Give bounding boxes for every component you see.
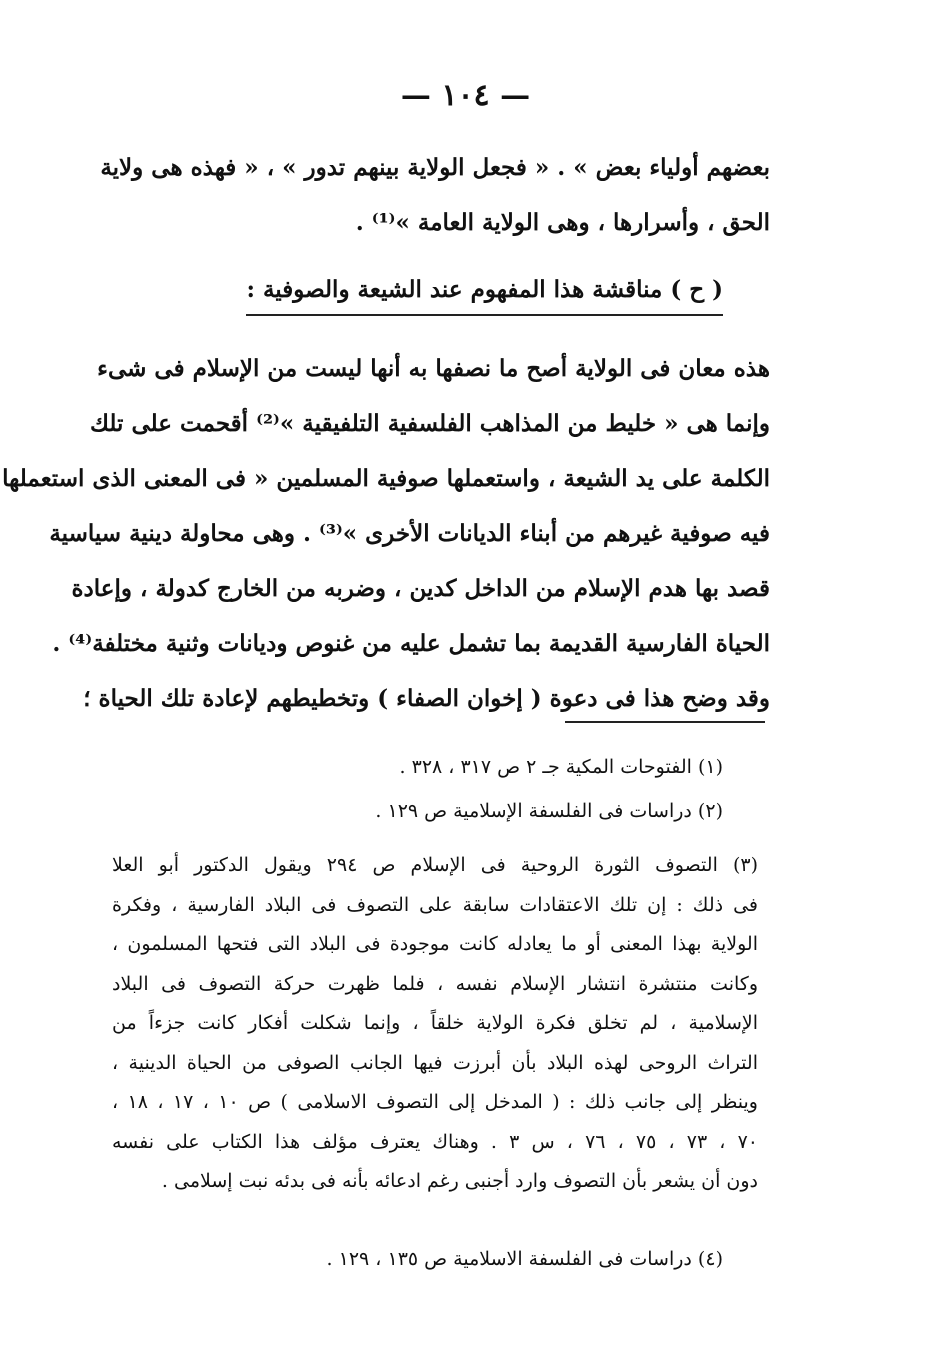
footnote-4: (٤) دراسات فى الفلسفة الاسلامية ص ١٣٥ ، ١٢٩ . xyxy=(326,1248,723,1270)
paragraph-line: وإنما هى « خليط من المذاهب الفلسفية التلفيقية »⁽²⁾ أقحمت على تلك xyxy=(90,410,770,437)
paragraph-line: الحياة الفارسية القديمة بما تشمل عليه من غنوص وديانات وثنية مختلفة⁽⁴⁾ . xyxy=(52,630,770,657)
paragraph-line: فيه صوفية غيرهم من أبناء الديانات الأخرى »⁽³⁾ . وهى محاولة دينية سياسية xyxy=(49,520,770,547)
main-paragraph xyxy=(2,341,770,726)
footnote-3-line: وينظر إلى جانب ذلك : ( المدخل إلى التصوف الاسلامى ) ص ١٠ ، ١٧ ، ١٨ ، xyxy=(112,1091,758,1113)
paragraph-line: هذه معان فى الولاية أصح ما نصفها به أنها ليست من الإسلام فى شىء xyxy=(97,355,770,382)
page-number: — ١٠٤ — xyxy=(400,78,531,113)
footnote-3-line: دون أن يشعر بأن التصوف وارد أجنبى رغم ادعائه بأنه فى بدئه نبت إسلامى . xyxy=(161,1170,758,1192)
intro-line: بعضهم أولياء بعض » . « فجعل الولاية بينهم تدور » ، « فهذه هى ولاية xyxy=(100,154,770,181)
footnotes xyxy=(112,745,758,833)
footnote-3-line: ٧٠ ، ٧٣ ، ٧٥ ، ٧٦ ، س ٣ . وهناك يعترف مؤلف هذا الكتاب على نفسه xyxy=(112,1130,759,1153)
footnote-3-line: (٣) التصوف الثورة الروحية فى الإسلام ص ٢٩٤ ويقول الدكتور أبو العلا xyxy=(112,854,758,876)
footnote-3-line: الإسلامية ، لم تخلق فكرة الولاية خلقاً ، وإنما شكلت أفكار كانت جزءاً من xyxy=(112,1012,758,1034)
footnote-4-block xyxy=(112,1237,758,1281)
footnote-3 xyxy=(112,846,758,1202)
paragraph-line: الكلمة على يد الشيعة ، واستعملها صوفية المسلمين « فى المعنى الذى استعملها xyxy=(2,465,770,492)
footnote-2: (٢) دراسات فى الفلسفة الإسلامية ص ١٢٩ . xyxy=(375,800,723,822)
paragraph-line: وقد وضح هذا فى دعوة ( إخوان الصفاء ) وتخطيطهم لإعادة تلك الحياة ؛ xyxy=(83,685,770,712)
footnote-separator xyxy=(565,721,765,723)
footnote-3-line: فى ذلك : إن تلك الاعتقادات سابقة على التصوف فى البلاد الفارسية ، وفكرة xyxy=(112,893,758,916)
intro-text xyxy=(100,140,770,250)
footnote-1: (١) الفتوحات المكية جـ ٢ ص ٣١٧ ، ٣٢٨ . xyxy=(399,756,723,778)
intro-line: الحق ، وأسرارها ، وهى الولاية العامة »⁽¹⁾ . xyxy=(355,209,770,236)
paragraph-line: قصد بها هدم الإسلام من الداخل كدين ، وضربه من الخارج كدولة ، وإعادة xyxy=(71,575,770,602)
footnote-3-line: الولاية بهذا المعنى أو ما يعادله كانت موجودة فى البلاد التى فتحها المسلمون ، xyxy=(112,933,758,955)
footnote-3-line: التراث الروحى لهذه البلاد بأن أبرزت فيها الجانب الصوفى من الحياة الدينية ، xyxy=(112,1051,758,1074)
section-heading: ( ح ) مناقشة هذا المفهوم عند الشيعة والصوفية : xyxy=(246,268,723,316)
footnote-3-line: وكانت منتشرة انتشار الإسلام نفسه ، فلما ظهرت حركة التصوف فى البلاد xyxy=(112,972,758,995)
